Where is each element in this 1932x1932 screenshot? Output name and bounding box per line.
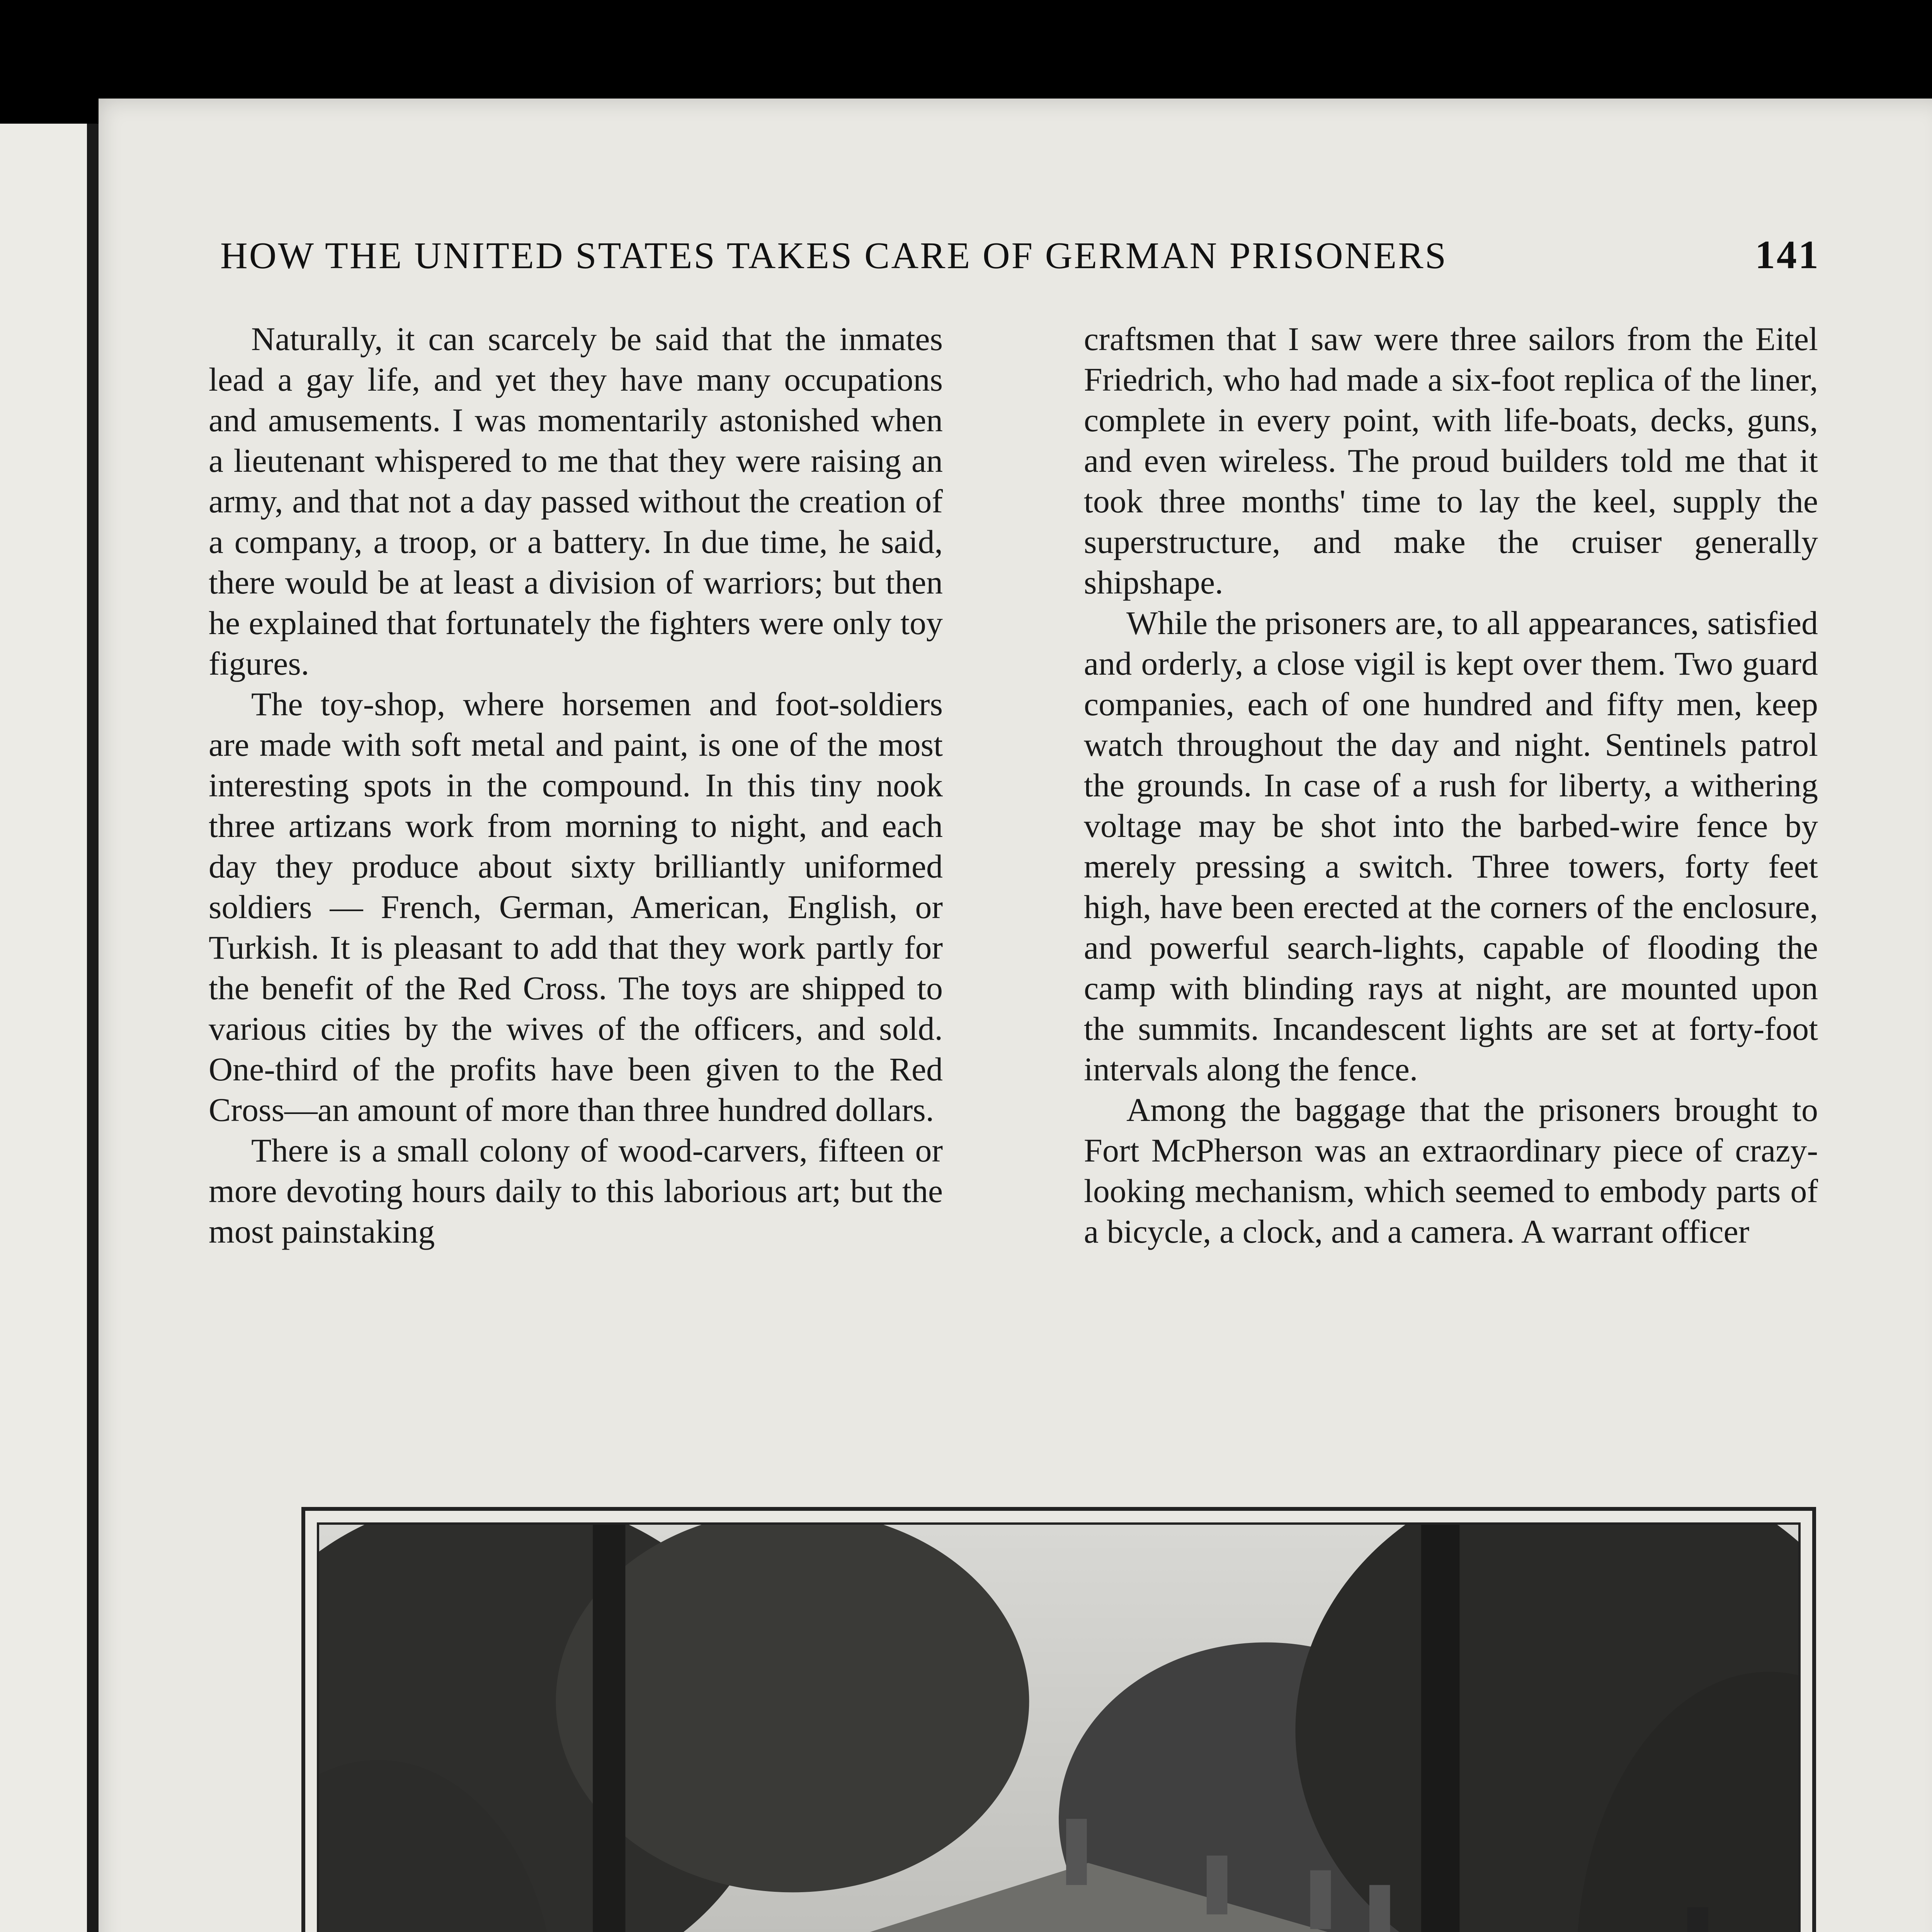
paragraph: The toy-shop, where horsemen and foot-soldiers are made with soft metal and paint, is one of the most interesting spots in the compound. In this tiny nook three artizans work from morning to night, and each day they produce about sixty brilliantly uniformed soldiers — French, German, American, English, or Turkish. It is pleasant to add that they work partly for the benefit of the Red Cross. The toys are shipped to various cities by the wives of the officers, and sold. One-third of the profits have been given to the Red Cross—an amount of more than three hundred dollars.	[209, 685, 943, 1128]
right-column	[1084, 319, 1818, 1252]
binding-gutter	[87, 124, 99, 1932]
running-head	[220, 232, 1820, 278]
paragraph: While the prisoners are, to all appearances, satisfied and orderly, a close vigil is kept over them. Two guard companies, each of one hundred and fifty men, keep watch throughout the day and night. Sentinels patrol the grounds. In case of a rush for liberty, a withering voltage may be shot into the barbed-wire fence by merely pressing a switch. Three towers, forty feet high, have been erected at the corners of the enclosure, and powerful search-lights, capable of flooding the camp with blinding rays at night, are mounted upon the summits. Incandescent lights are set at forty-foot intervals along the fence.	[1084, 604, 1818, 1088]
photo-frame	[301, 1507, 1816, 1932]
bungalow-photograph	[317, 1522, 1801, 1932]
bungalow-photo-illustration	[319, 1525, 1798, 1932]
page-number: 141	[1755, 233, 1820, 277]
running-head-title: HOW THE UNITED STATES TAKES CARE OF GERMAN PRISONERS	[220, 235, 1448, 277]
left-column	[209, 319, 943, 1252]
paragraph: Among the baggage that the prisoners brought to Fort McPherson was an extraordinary piece of crazy-looking mechanism, which seemed to embody parts of a bicycle, a clock, and a camera. A warrant officer	[1084, 1091, 1818, 1250]
adjacent-page-edge	[0, 124, 87, 1932]
paragraph: Naturally, it can scarcely be said that the inmates lead a gay life, and yet they have many occupations and amusements. I was momentarily astonished when a lieutenant whispered to me that they were raising an army, and that not a day passed without the creation of a company, a troop, or a battery. In due time, he said, there would be at least a division of warriors; but then he explained that fortunately the fighters were only toy figures.	[209, 320, 943, 682]
paragraph: craftsmen that I saw were three sailors from the Eitel Friedrich, who had made a six-foot replica of the liner, complete in every point, with life-boats, decks, guns, and even wireless. The proud builders told me that it took three months' time to lay the keel, supply the superstructure, and make the cruiser generally shipshape.	[1084, 320, 1818, 601]
paragraph: There is a small colony of wood-carvers, fifteen or more devoting hours daily to this laborious art; but the most painstaking	[209, 1132, 943, 1250]
